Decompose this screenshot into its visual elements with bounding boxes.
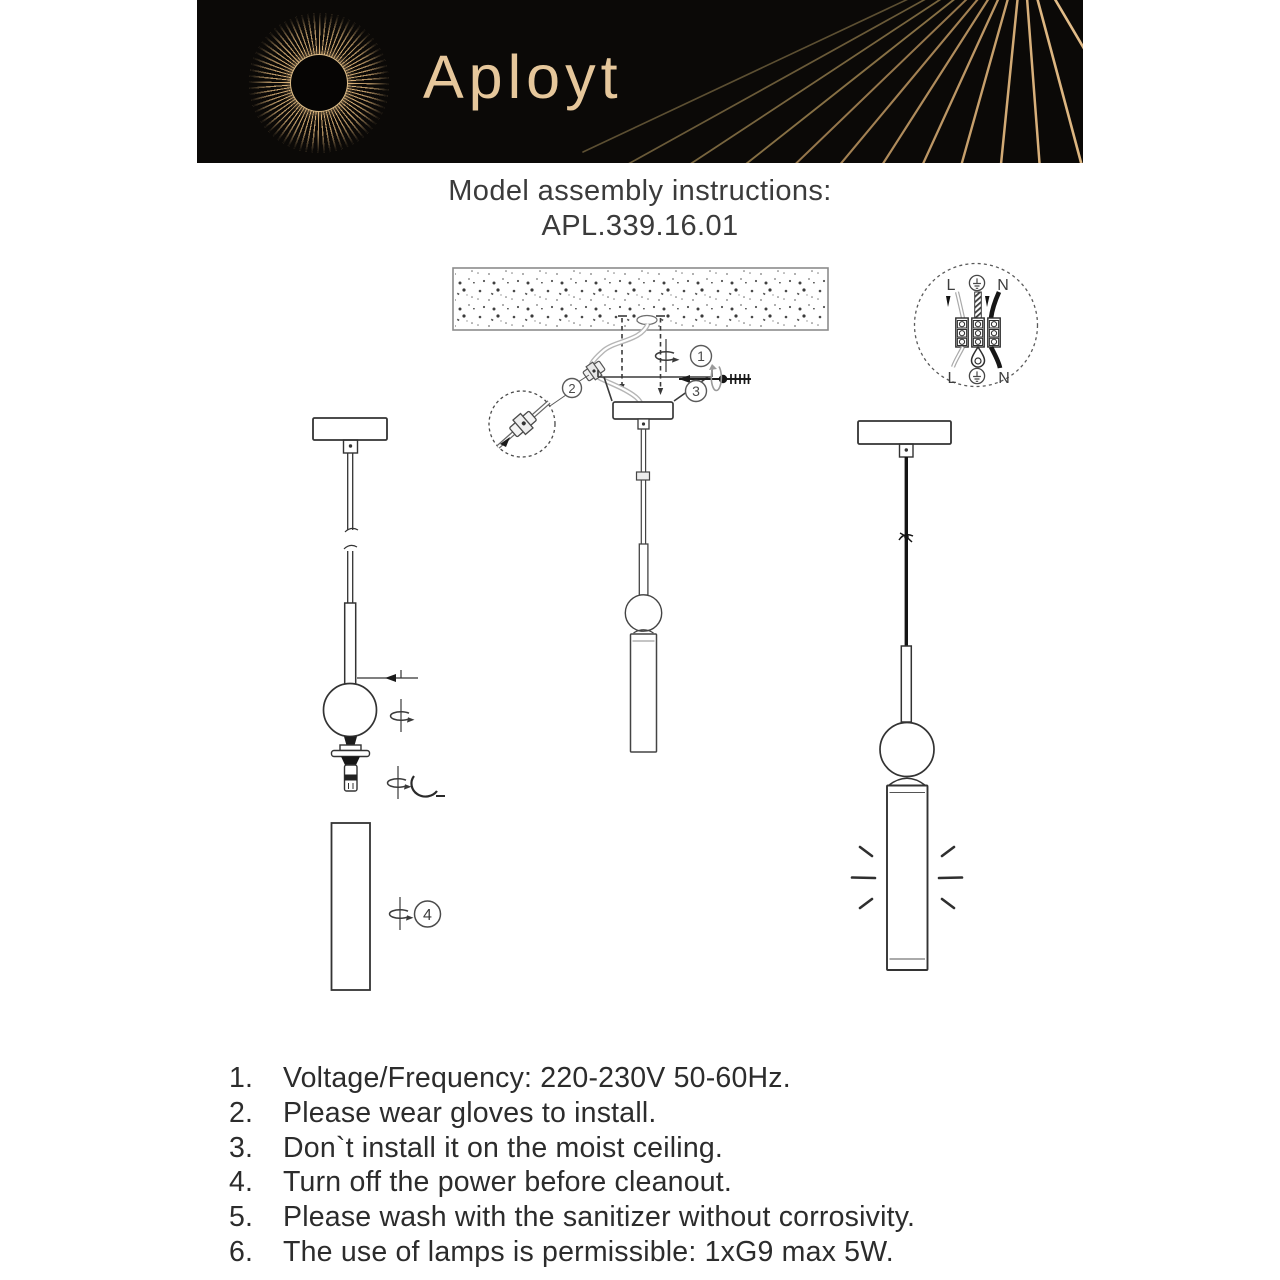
earth-wire — [975, 292, 982, 318]
instructions-list — [229, 1061, 1129, 1270]
pendant-ball — [625, 595, 661, 631]
list-item-number: 3. — [229, 1131, 254, 1164]
list-item-number: 1. — [229, 1062, 254, 1094]
list-item-number: 6. — [229, 1235, 254, 1268]
earth-ground-icon — [969, 275, 984, 290]
pendant-canopy — [313, 418, 387, 440]
list-item-text: The use of lamps is permissible: 1xG9 max 5W. — [283, 1235, 894, 1268]
pendant-ball — [324, 684, 377, 737]
callout-2 — [550, 375, 589, 406]
mounting-assembly — [489, 316, 751, 457]
title-line1: Model assembly instructions: — [448, 175, 832, 207]
insert-arrow-icon — [385, 674, 396, 682]
pendant-cable — [641, 429, 645, 472]
socket-flange — [332, 745, 370, 765]
pendant-stem — [345, 603, 356, 684]
cable-break-mark — [344, 545, 357, 549]
list-item — [229, 1200, 1129, 1235]
list-item-text: Don`t install it on the moist ceiling. — [283, 1131, 724, 1164]
turn-arrow-icon — [411, 776, 445, 797]
pendant-shade-tube — [631, 634, 657, 752]
pendant-exploded-view — [313, 418, 445, 990]
list-item — [229, 1096, 1129, 1131]
g9-bulb — [345, 765, 358, 791]
list-item — [229, 1131, 1129, 1166]
wiring-diagram — [915, 264, 1038, 388]
earth-ground-icon — [969, 368, 984, 383]
pendant-shade-tube — [332, 823, 371, 990]
pendant-cable — [348, 453, 353, 530]
list-item — [229, 1165, 1129, 1200]
callout-4 — [415, 901, 441, 927]
ceiling-hole — [637, 316, 657, 325]
rotation-arrow-icon — [390, 897, 414, 930]
detail-magnifier-circle — [489, 391, 555, 457]
terminal-block — [956, 318, 1000, 347]
pendant-assembled — [852, 421, 962, 970]
cable-break-mark — [345, 528, 358, 532]
list-item-text: Please wear gloves to install. — [283, 1096, 657, 1129]
svg-text:1: 1 — [697, 348, 705, 364]
pendant-canopy — [858, 421, 951, 444]
cable-grip — [637, 472, 650, 480]
pendant-stem — [639, 544, 648, 595]
list-item-number: 2. — [229, 1096, 254, 1129]
label-line-bottom: L — [947, 370, 957, 387]
list-item — [229, 1061, 1129, 1096]
model-code: APL.339.16.01 — [541, 210, 739, 242]
pendant-ball — [880, 723, 934, 777]
svg-text:2: 2 — [568, 381, 576, 396]
list-item — [229, 1235, 1129, 1270]
label-line-top: L — [946, 277, 956, 294]
pendant-center — [625, 429, 661, 752]
pendant-stem — [901, 646, 911, 722]
canopy — [613, 402, 673, 429]
rotation-arrow-icon — [656, 339, 680, 372]
ceiling-slab — [453, 268, 828, 330]
pendant-shade-tube — [887, 786, 928, 971]
list-item-number: 5. — [229, 1201, 254, 1234]
list-item-number: 4. — [229, 1166, 254, 1199]
list-item-text: Turn off the power before cleanout. — [283, 1166, 733, 1199]
rotation-arrow-icon — [391, 699, 415, 732]
callout-1 — [691, 346, 712, 367]
label-neutral-bottom: N — [998, 370, 1010, 387]
svg-text:4: 4 — [423, 907, 432, 924]
list-item-text: Please wash with the sanitizer without corrosivity. — [283, 1201, 916, 1234]
rotation-arrow-icon — [388, 766, 412, 799]
label-neutral-top: N — [997, 277, 1009, 294]
svg-text:3: 3 — [692, 383, 700, 399]
callout-3 — [686, 381, 707, 402]
list-item-text: Voltage/Frequency: 220-230V 50-60Hz. — [283, 1062, 791, 1094]
brand-wordmark: Aployt — [423, 43, 623, 111]
